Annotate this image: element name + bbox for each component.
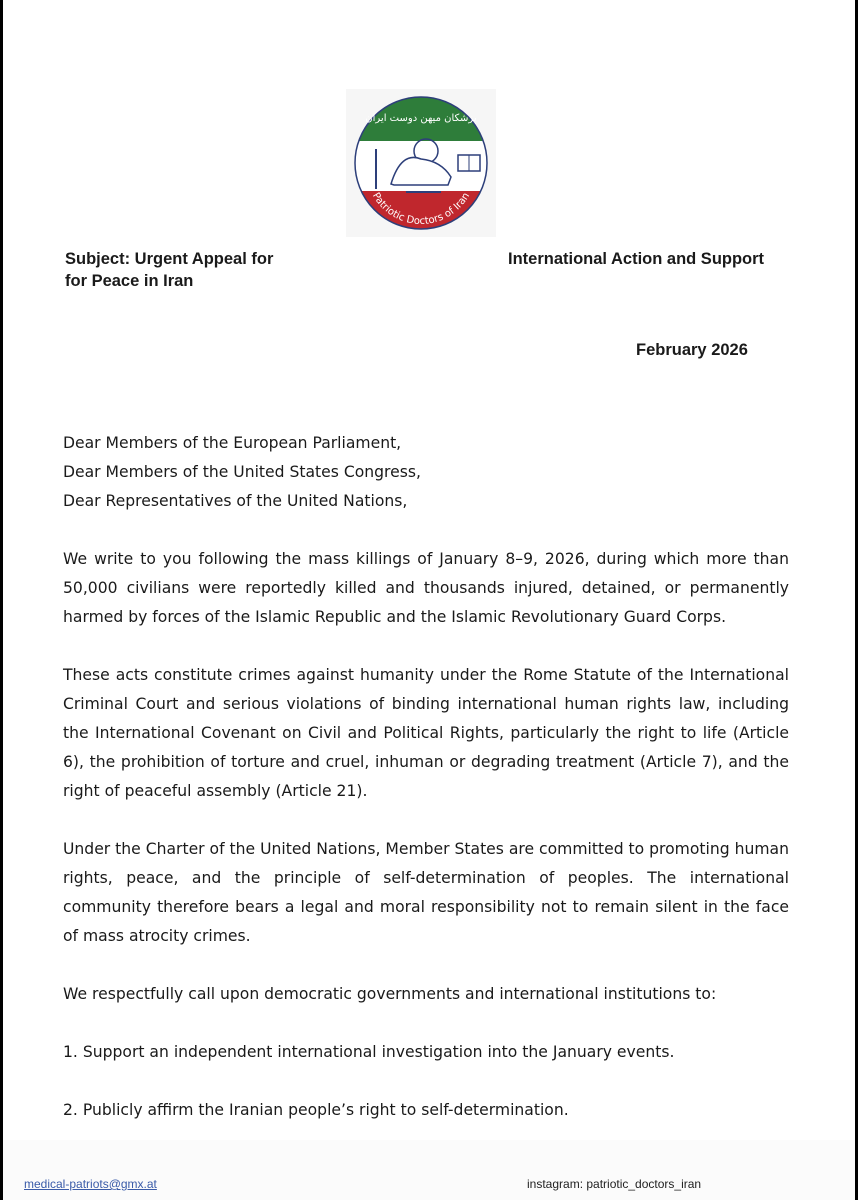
salutation: Dear Members of the United States Congress, [63,463,421,481]
svg-text:پزشکان میهن دوست ایران: پزشکان میهن دوست ایران [365,113,477,124]
email-link[interactable]: medical-patriots@gmx.at [24,1177,157,1191]
footer [3,1140,855,1200]
salutation: Dear Representatives of the United Nations, [63,492,408,510]
subject-right: International Action and Support [508,250,765,268]
paragraph: These acts constitute crimes against humanity under the Rome Statute of the International Criminal Court and serious violations of binding international human rights law, including the International Covenant on Civil and Political Rights, particularly the right to life (Article 6), the prohibition of torture and cruel, inhuman or degrading treatment (Article 7), and the right of peaceful assembly (Article 21). [63,666,789,800]
list-item: 1. Support an independent international investigation into the January events. [63,1043,675,1061]
subject-line-1: Subject: Urgent Appeal for [65,250,274,268]
svg-text:Patriotic Doctors of Iran: Patriotic Doctors of Iran [369,190,473,228]
paragraph: We respectfully call upon democratic governments and international institutions to: [63,985,717,1003]
patriotic-doctors-logo [346,89,496,237]
salutations [63,429,421,516]
list-item: 2. Publicly affirm the Iranian people’s right to self-determination. [63,1101,569,1119]
salutation: Dear Members of the European Parliament, [63,434,402,452]
instagram-handle: instagram: patriotic_doctors_iran [527,1177,702,1191]
letter-date: February 2026 [636,341,748,359]
paragraph: We write to you following the mass killings of January 8–9, 2026, during which more than 50,000 civilians were reportedly killed and thousands injured, detained, or permanently harmed by forces of the Islamic Republic and the Islamic Revolutionary Guard Corps. [63,550,789,626]
letter-body [63,545,789,1154]
subject-line-2: for Peace in Iran [65,272,194,290]
letter-page [3,0,855,1200]
subject-left [65,248,273,292]
paragraph: Under the Charter of the United Nations, Member States are committed to promoting human rights, peace, and the principle of self-determination of peoples. The international community therefore bears a legal and moral responsibility not to remain silent in the face of mass atrocity crimes. [63,840,789,945]
